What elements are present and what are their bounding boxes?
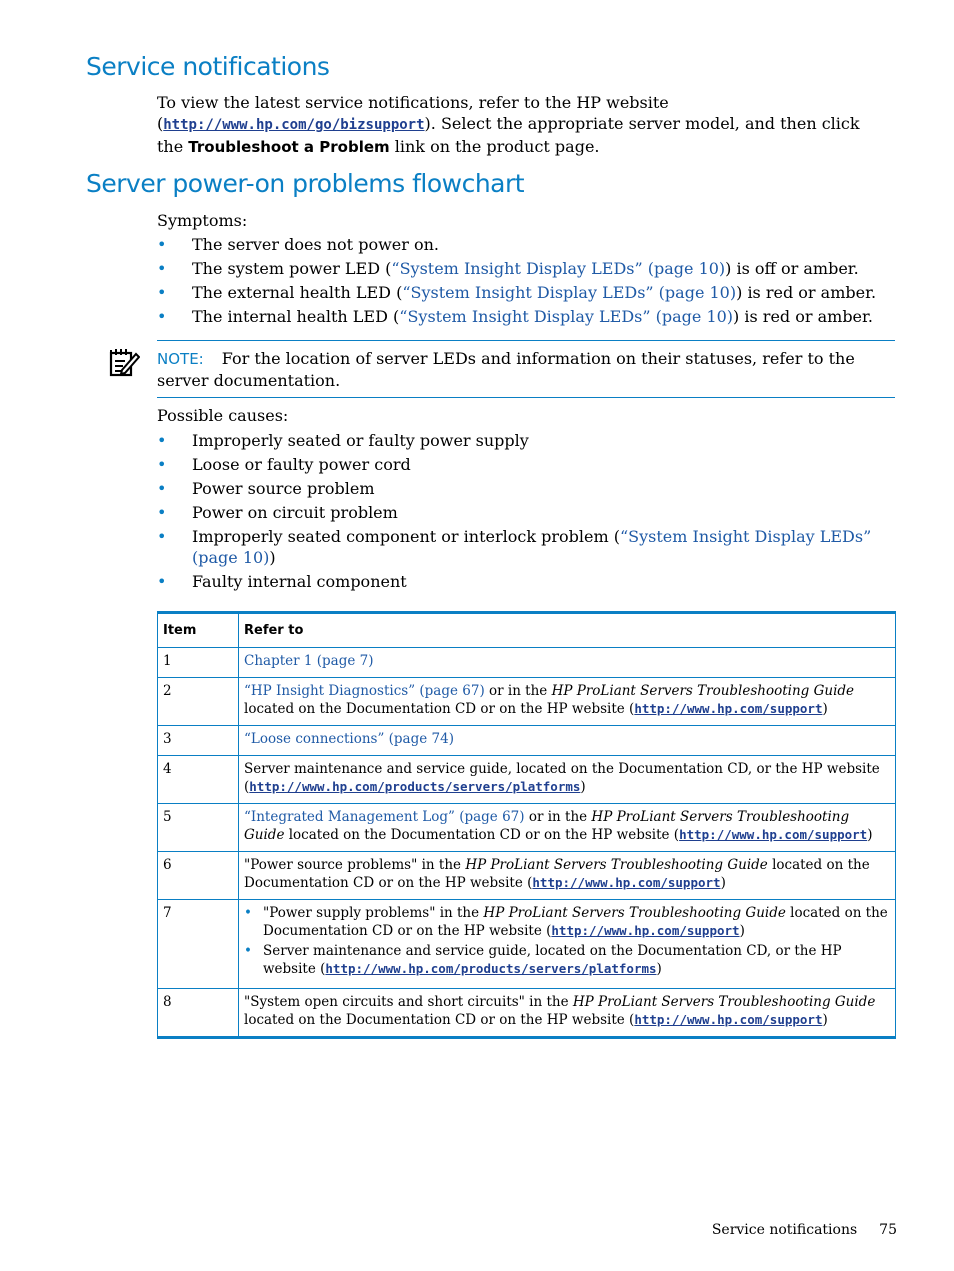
column-header-refer-to: Refer to [239, 613, 896, 648]
table-link[interactable]: “Integrated Management Log” (page 67) [244, 809, 525, 825]
leds-link[interactable]: “System Insight Display LEDs” (page 10) [391, 259, 726, 278]
page-footer [712, 1222, 897, 1238]
causes-label: Possible causes: [157, 406, 289, 425]
support-url-link[interactable]: http://www.hp.com/support [634, 701, 823, 716]
leds-link[interactable]: “System Insight Display LEDs” (page 10) [192, 527, 872, 567]
table-row: 5 “Integrated Management Log” (page 67) or in the HP ProLiant Servers Troubleshooting Guide located on the Documentation CD or on the HP website (http://www.hp.com/support) [158, 804, 896, 852]
support-url-link[interactable]: http://www.hp.com/support [679, 827, 868, 842]
leds-link[interactable]: “System Insight Display LEDs” (page 10) [399, 307, 734, 326]
table-row: 3 “Loose connections” (page 74) [158, 726, 896, 756]
list-item: • Server maintenance and service guide, located on the Documentation CD, or the HP website (http://www.hp.com/products/servers/platforms) [244, 943, 842, 977]
note-box [157, 340, 895, 398]
list-item: • The server does not power on. [157, 235, 439, 254]
table-row: 8 "System open circuits and short circuits" in the HP ProLiant Servers Troubleshooting Guide located on the Documentation CD or on the HP website (http://www.hp.com/support) [158, 989, 896, 1038]
platforms-url-link[interactable]: http://www.hp.com/products/servers/platforms [325, 961, 657, 976]
list-item: • "Power supply problems" in the HP ProLiant Servers Troubleshooting Guide located on the Documentation CD or on the HP website (http://www.hp.com/support) [244, 905, 888, 939]
section-title-service-notifications: Service notifications [86, 52, 330, 81]
support-url-link[interactable]: http://www.hp.com/support [532, 875, 721, 890]
page-number: 75 [879, 1222, 897, 1238]
list-item: • Power on circuit problem [157, 503, 398, 522]
list-item: • Improperly seated component or interlock problem (“System Insight Display LEDs” (page 10)) [157, 527, 872, 567]
footer-section: Service notifications [711, 1222, 858, 1238]
table-row: 2 “HP Insight Diagnostics” (page 67) or in the HP ProLiant Servers Troubleshooting Guide located on the Documentation CD or on the HP website (http://www.hp.com/support) [158, 678, 896, 726]
table-link[interactable]: “Loose connections” (page 74) [244, 731, 454, 747]
list-item: • Power source problem [157, 479, 375, 498]
causes-list [157, 430, 897, 595]
symptoms-list [157, 234, 897, 330]
list-item: • The external health LED (“System Insight Display LEDs” (page 10)) is red or amber. [157, 283, 877, 302]
symptoms-label: Symptoms: [157, 211, 248, 230]
list-item: • The system power LED (“System Insight Display LEDs” (page 10)) is off or amber. [157, 259, 859, 278]
service-notifications-paragraph: To view the latest service notifications, refer to the HP website (http://www.hp.com/go/bizsupport). Select the appropriate server model, and then click the Troubleshoot a Problem link on the product page. [157, 93, 860, 156]
troubleshoot-label: Troubleshoot a Problem [188, 138, 390, 156]
bizsupport-link[interactable]: http://www.hp.com/go/bizsupport [163, 117, 425, 133]
reference-table [157, 611, 896, 1039]
table-row: 1 Chapter 1 (page 7) [158, 648, 896, 678]
note-label: NOTE: [157, 350, 204, 368]
table-row: 7 • "Power supply problems" in the HP ProLiant Servers Troubleshooting Guide located on the Documentation CD or on the HP website (http://www.hp.com/support) • Server maintenance and service guide, located on the Documentation CD, or the HP website (http://www.hp.com/products/servers/platforms) [158, 900, 896, 989]
platforms-url-link[interactable]: http://www.hp.com/products/servers/platforms [249, 779, 581, 794]
leds-link[interactable]: “System Insight Display LEDs” (page 10) [402, 283, 737, 302]
table-row: 6 "Power source problems" in the HP ProLiant Servers Troubleshooting Guide located on the Documentation CD or on the HP website (http://www.hp.com/support) [158, 852, 896, 900]
list-item: • Improperly seated or faulty power supply [157, 431, 529, 450]
list-item: • The internal health LED (“System Insight Display LEDs” (page 10)) is red or amber. [157, 307, 873, 326]
section-title-power-on-flowchart: Server power-on problems flowchart [86, 169, 525, 198]
column-header-item: Item [158, 613, 239, 648]
table-row: 4 Server maintenance and service guide, located on the Documentation CD, or the HP website (http://www.hp.com/products/servers/platforms) [158, 756, 896, 804]
note-text: For the location of server LEDs and information on their statuses, refer to the server documentation. [157, 349, 855, 390]
list-item: • Loose or faulty power cord [157, 455, 411, 474]
note-pencil-icon [108, 346, 140, 378]
table-link[interactable]: “HP Insight Diagnostics” (page 67) [244, 683, 485, 699]
table-link[interactable]: Chapter 1 (page 7) [244, 653, 374, 669]
list-item: • Faulty internal component [157, 572, 407, 591]
table-header-row [158, 613, 896, 648]
support-url-link[interactable]: http://www.hp.com/support [551, 923, 740, 938]
support-url-link[interactable]: http://www.hp.com/support [634, 1012, 823, 1027]
